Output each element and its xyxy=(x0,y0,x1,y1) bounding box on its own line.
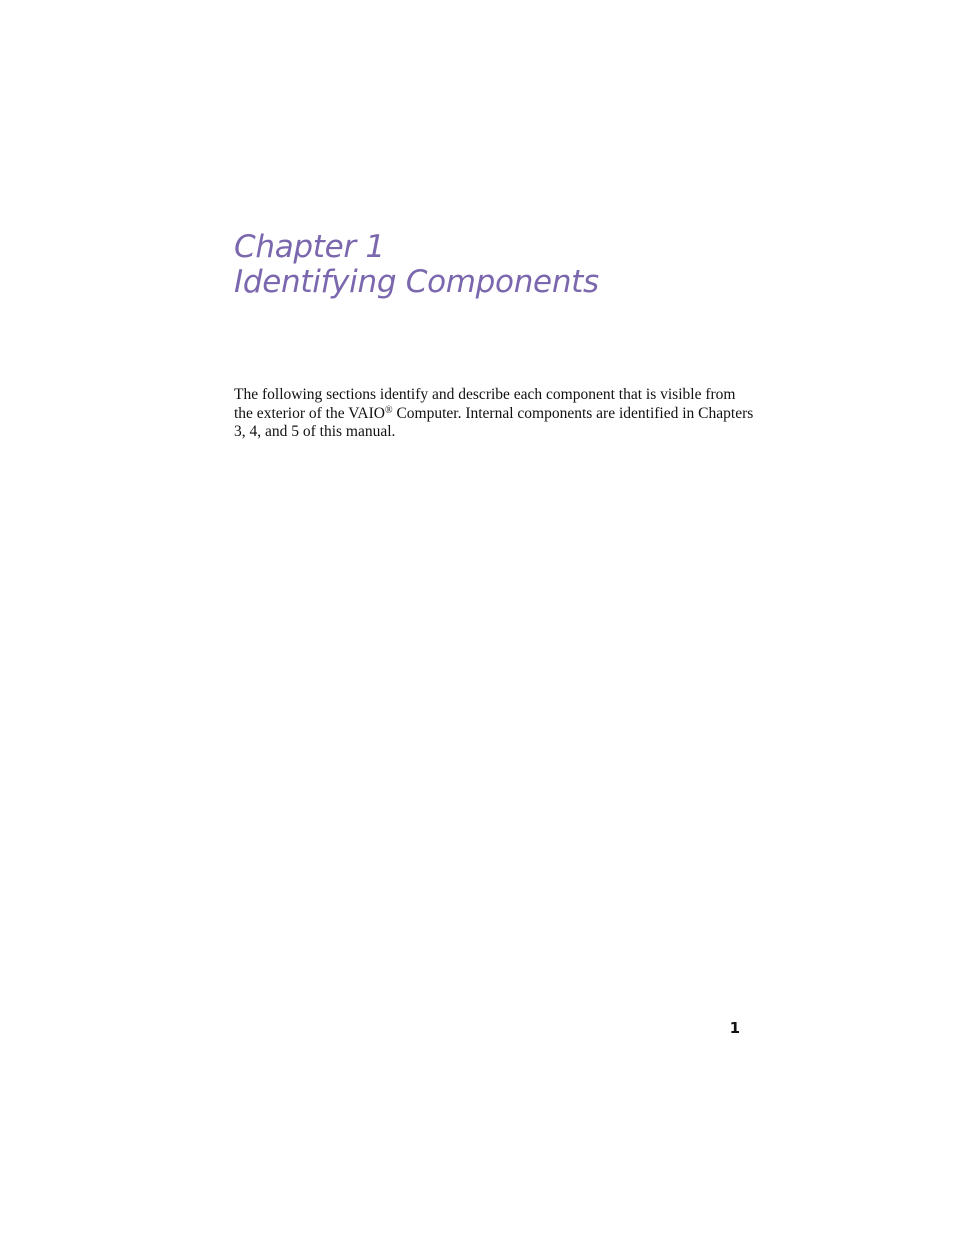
chapter-title xyxy=(234,230,599,300)
intro-paragraph xyxy=(234,386,754,442)
page-number: 1 xyxy=(729,1019,740,1037)
intro-text-end: Computer. Internal components are identified in Chapters 3, 4, and 5 of this manual. xyxy=(234,404,754,440)
chapter-number: Chapter 1 xyxy=(234,229,385,265)
intro-text-start: The following sections identify and describe each component that is visible from the exterior of the VAIO xyxy=(234,386,736,422)
chapter-name: Identifying Components xyxy=(234,264,599,300)
registered-mark: ® xyxy=(384,404,393,416)
